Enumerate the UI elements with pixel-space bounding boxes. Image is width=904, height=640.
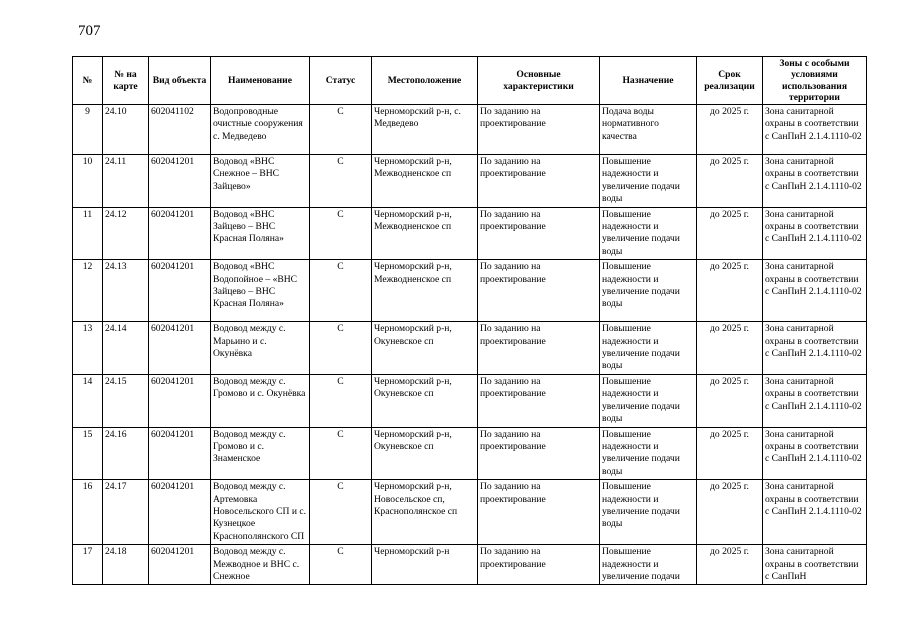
purpose-cell: Подача воды нормативного качества (600, 105, 697, 155)
object-type-cell: 602041201 (149, 260, 211, 322)
name-cell: Водопроводные очистные сооружения с. Медведево (211, 105, 310, 155)
table-row (73, 260, 867, 322)
deadline-cell: до 2025 г. (697, 155, 763, 208)
status-cell: С (310, 427, 372, 480)
map-number-cell: 24.16 (103, 427, 149, 480)
status-cell: С (310, 155, 372, 208)
name-cell: Водовод «ВНС Снежное – ВНС Зайцево» (211, 155, 310, 208)
purpose-cell: Повышение надежности и увеличение подачи воды (600, 480, 697, 545)
purpose-cell: Повышение надежности и увеличение подачи воды (600, 322, 697, 375)
name-cell: Водовод между с. Марьино и с. Окунёвка (211, 322, 310, 375)
name-cell: Водовод между с. Межводное и ВНС с. Снежное (211, 545, 310, 585)
characteristics-cell: По заданию на проектирование (478, 427, 600, 480)
header-cell: Статус (310, 57, 372, 105)
name-cell: Водовод «ВНС Водопойное – «ВНС Зайцево – ВНС Красная Поляна» (211, 260, 310, 322)
location-cell: Черноморский р-н, Окуневское сп (372, 374, 478, 427)
table-row (73, 105, 867, 155)
table-row (73, 545, 867, 585)
characteristics-cell: По заданию на проектирование (478, 105, 600, 155)
zones-cell: Зона санитарной охраны в соответствии с СанПиН 2.1.4.1110-02 (763, 374, 867, 427)
location-cell: Черноморский р-н, Окуневское сп (372, 322, 478, 375)
characteristics-cell: По заданию на проектирование (478, 545, 600, 585)
status-cell: С (310, 480, 372, 545)
row-number-cell: 15 (73, 427, 103, 480)
object-type-cell: 602041201 (149, 155, 211, 208)
characteristics-cell: По заданию на проектирование (478, 155, 600, 208)
purpose-cell: Повышение надежности и увеличение подачи воды (600, 260, 697, 322)
object-type-cell: 602041201 (149, 322, 211, 375)
name-cell: Водовод между с. Громово и с. Знаменское (211, 427, 310, 480)
map-number-cell: 24.12 (103, 207, 149, 260)
row-number-cell: 12 (73, 260, 103, 322)
deadline-cell: до 2025 г. (697, 322, 763, 375)
purpose-cell: Повышение надежности и увеличение подачи воды (600, 155, 697, 208)
header-cell: Назначение (600, 57, 697, 105)
row-number-cell: 10 (73, 155, 103, 208)
zones-cell: Зона санитарной охраны в соответствии с СанПиН (763, 545, 867, 585)
zones-cell: Зона санитарной охраны в соответствии с СанПиН 2.1.4.1110-02 (763, 480, 867, 545)
map-number-cell: 24.13 (103, 260, 149, 322)
row-number-cell: 13 (73, 322, 103, 375)
map-number-cell: 24.11 (103, 155, 149, 208)
zones-cell: Зона санитарной охраны в соответствии с СанПиН 2.1.4.1110-02 (763, 207, 867, 260)
deadline-cell: до 2025 г. (697, 545, 763, 585)
deadline-cell: до 2025 г. (697, 105, 763, 155)
characteristics-cell: По заданию на проектирование (478, 207, 600, 260)
row-number-cell: 14 (73, 374, 103, 427)
header-cell: № на карте (103, 57, 149, 105)
characteristics-cell: По заданию на проектирование (478, 322, 600, 375)
status-cell: С (310, 260, 372, 322)
map-number-cell: 24.14 (103, 322, 149, 375)
characteristics-cell: По заданию на проектирование (478, 480, 600, 545)
map-number-cell: 24.17 (103, 480, 149, 545)
status-cell: С (310, 207, 372, 260)
header-cell: № (73, 57, 103, 105)
location-cell: Черноморский р-н, Межводненское сп (372, 260, 478, 322)
map-number-cell: 24.18 (103, 545, 149, 585)
purpose-cell: Повышение надежности и увеличение подачи (600, 545, 697, 585)
name-cell: Водовод между с. Артемовка Новосельского СП и с. Кузнецкое Краснополянского СП (211, 480, 310, 545)
row-number-cell: 17 (73, 545, 103, 585)
deadline-cell: до 2025 г. (697, 427, 763, 480)
zones-cell: Зона санитарной охраны в соответствии с СанПиН 2.1.4.1110-02 (763, 155, 867, 208)
location-cell: Черноморский р-н, Окуневское сп (372, 427, 478, 480)
object-type-cell: 602041201 (149, 207, 211, 260)
header-cell: Срок реализации (697, 57, 763, 105)
status-cell: С (310, 374, 372, 427)
status-cell: С (310, 322, 372, 375)
zones-cell: Зона санитарной охраны в соответствии с СанПиН 2.1.4.1110-02 (763, 105, 867, 155)
deadline-cell: до 2025 г. (697, 480, 763, 545)
name-cell: Водовод «ВНС Зайцево – ВНС Красная Поляна» (211, 207, 310, 260)
header-cell: Вид объекта (149, 57, 211, 105)
table-row (73, 480, 867, 545)
status-cell: С (310, 545, 372, 585)
table-row (73, 322, 867, 375)
header-cell: Основные характеристики (478, 57, 600, 105)
name-cell: Водовод между с. Громово и с. Окунёвка (211, 374, 310, 427)
zones-cell: Зона санитарной охраны в соответствии с СанПиН 2.1.4.1110-02 (763, 322, 867, 375)
map-number-cell: 24.10 (103, 105, 149, 155)
objects-table (72, 56, 867, 585)
deadline-cell: до 2025 г. (697, 260, 763, 322)
object-type-cell: 602041102 (149, 105, 211, 155)
table-row (73, 427, 867, 480)
table-row (73, 374, 867, 427)
table-row (73, 207, 867, 260)
zones-cell: Зона санитарной охраны в соответствии с СанПиН 2.1.4.1110-02 (763, 260, 867, 322)
location-cell: Черноморский р-н (372, 545, 478, 585)
row-number-cell: 16 (73, 480, 103, 545)
purpose-cell: Повышение надежности и увеличение подачи воды (600, 427, 697, 480)
object-type-cell: 602041201 (149, 374, 211, 427)
header-cell: Местоположение (372, 57, 478, 105)
purpose-cell: Повышение надежности и увеличение подачи воды (600, 207, 697, 260)
deadline-cell: до 2025 г. (697, 207, 763, 260)
table-row (73, 155, 867, 208)
object-type-cell: 602041201 (149, 545, 211, 585)
table-header-row (73, 57, 867, 105)
characteristics-cell: По заданию на проектирование (478, 260, 600, 322)
header-cell: Зоны с особыми условиями использования территории (763, 57, 867, 105)
row-number-cell: 11 (73, 207, 103, 260)
location-cell: Черноморский р-н, Межводненское сп (372, 207, 478, 260)
purpose-cell: Повышение надежности и увеличение подачи воды (600, 374, 697, 427)
status-cell: С (310, 105, 372, 155)
location-cell: Черноморский р-н, Межводненское сп (372, 155, 478, 208)
location-cell: Черноморский р-н, Новосельское сп, Краснополянское сп (372, 480, 478, 545)
map-number-cell: 24.15 (103, 374, 149, 427)
deadline-cell: до 2025 г. (697, 374, 763, 427)
object-type-cell: 602041201 (149, 480, 211, 545)
object-type-cell: 602041201 (149, 427, 211, 480)
page-number: 707 (78, 23, 101, 39)
header-cell: Наименование (211, 57, 310, 105)
location-cell: Черноморский р-н, с. Медведево (372, 105, 478, 155)
characteristics-cell: По заданию на проектирование (478, 374, 600, 427)
row-number-cell: 9 (73, 105, 103, 155)
zones-cell: Зона санитарной охраны в соответствии с СанПиН 2.1.4.1110-02 (763, 427, 867, 480)
